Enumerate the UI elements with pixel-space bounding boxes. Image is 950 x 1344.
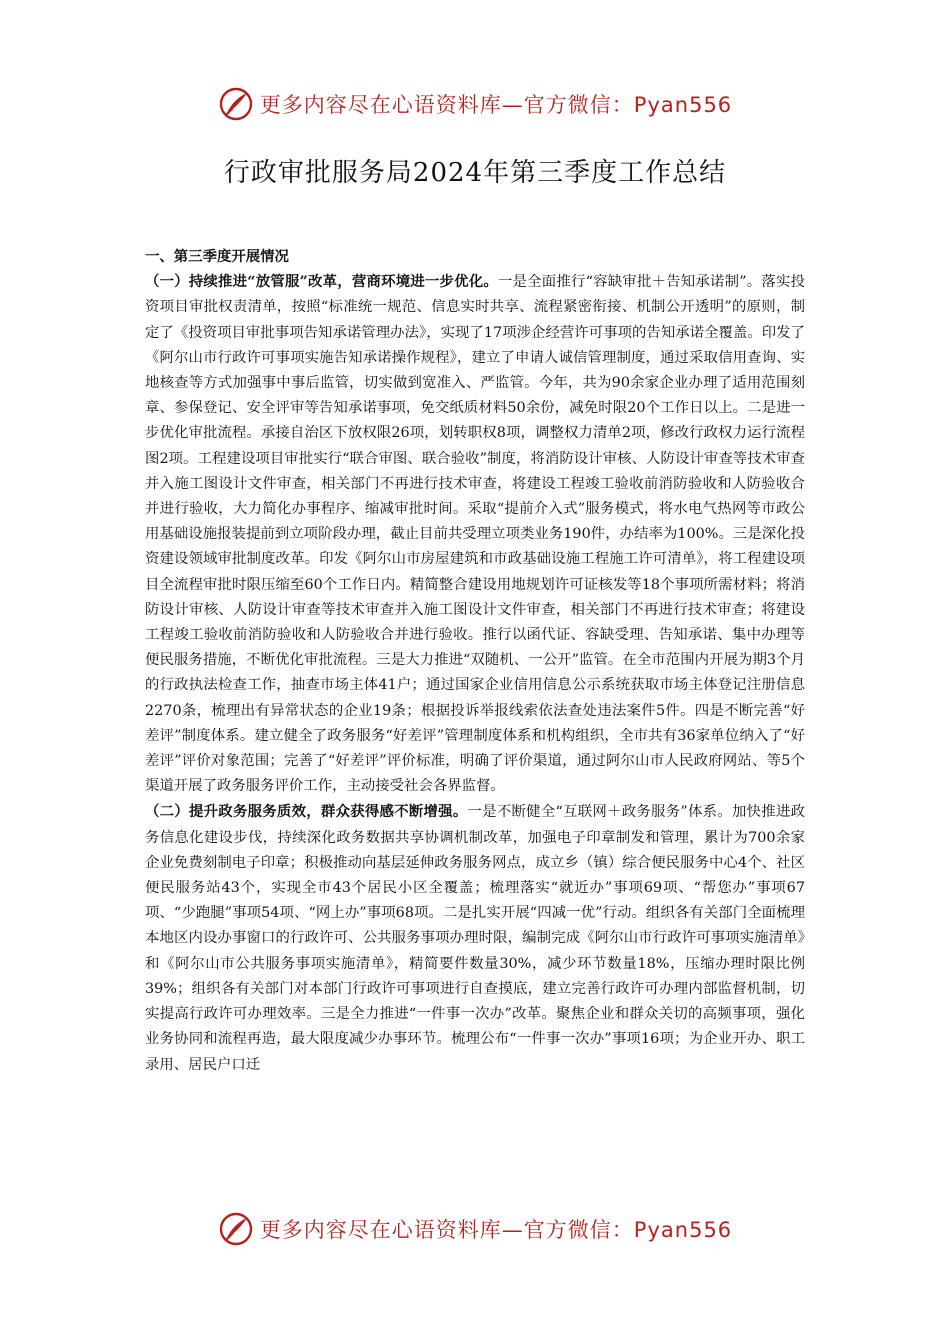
document-title: 行政审批服务局2024年第三季度工作总结 [223, 158, 727, 188]
document-body [145, 244, 805, 1078]
watermark-text: 更多内容尽在心语资料库—官方微信：Pyan556 [259, 93, 733, 117]
paragraph-1 [145, 269, 805, 799]
paragraph-2-lead: （二）提升政务服务质效，群众获得感不断增强。 [145, 803, 468, 821]
paragraph-1-lead: （一）持续推进“放管服”改革，营商环境进一步优化。 [145, 273, 498, 291]
paragraph-2 [145, 799, 805, 1077]
paragraph-1-body: 一是全面推行“容缺审批＋告知承诺制”。落实投资项目审批权责清单，按照“标准统一规范、信息实时共享、流程紧密衔接、机制公开透明”的原则，制定了《投资项目审批事项告知承诺管理办法》，实现了17项涉企经营许可事项的告知承诺全覆盖。印发了《阿尔山市行政许可事项实施告知承诺操作规程》，建立了申请人诚信管理制度，通过采取信用查询、实地核查等方式加强事中事后监管，切实做到宽准入、严监管。今年，共为90余家企业办理了适用范围刻章、参保登记、安全评审等告知承诺事项，免交纸质材料50余份，减免时限20个工作日以上。二是进一步优化审批流程。承接自治区下放权限26项，划转职权8项，调整权力清单2项，修改行政权力运行流程图2项。工程建设项目审批实行“联合审图、联合验收”制度，将消防设计审核、人防设计审查等技术审查并入施工图设计文件审查，相关部门不再进行技术审查，将建设工程竣工验收前消防验收和人防验收合并进行验收，大力简化办事程序、缩减审批时间。采取“提前介入式”服务模式，将水电气热网等市政公用基础设施报装提前到立项阶段办理，截止目前共受理立项类业务190件，办结率为100%。三是深化投资建设领域审批制度改革。印发《阿尔山市房屋建筑和市政基础设施工程施工许可清单》，将工程建设项目全流程审批时限压缩至60个工作日内。精简整合建设用地规划许可证核发等18个事项所需材料；将消防设计审核、人防设计审查等技术审查并入施工图设计文件审查，相关部门不再进行技术审查；将建设工程竣工验收前消防验收和人防验收合并进行验收。推行以函代证、容缺受理、告知承诺、集中办理等便民服务措施，不断优化审批流程。三是大力推进“双随机、一公开”监管。在全市范围内开展为期3个月的行政执法检查工作，抽查市场主体41户；通过国家企业信用信息公示系统获取市场主体登记注册信息2270条，梳理出有异常状态的企业19条；根据投诉举报线索依法查处违法案件5件。四是不断完善“好差评”制度体系。建立健全了政务服务“好差评”管理制度体系和机构组织，全市共有36家单位纳入了“好差评”评价对象范围；完善了“好差评”评价标准，明确了评价渠道，通过阿尔山市人民政府网站、等5个渠道开展了政务服务评价工作，主动接受社会各界监督。 [145, 274, 805, 795]
feather-logo-icon [218, 1211, 254, 1247]
feather-logo-icon [218, 86, 254, 122]
watermark-text: 更多内容尽在心语资料库—官方微信：Pyan556 [259, 1218, 733, 1242]
paragraph-2-body: 一是不断健全“互联网＋政务服务”体系。加快推进政务信息化建设步伐，持续深化政务数据共享协调机制改革，加强电子印章制发和管理，累计为700余家企业免费刻制电子印章；积极推动向基层延伸政务服务网点，成立乡（镇）综合便民服务中心4个、社区便民服务站43个，实现全市43个居民小区全覆盖；梳理落实“就近办”事项69项、“帮您办”事项67项、“少跑腿”事项54项、“网上办”事项68项。二是扎实开展“四减一优”行动。组织各有关部门全面梳理本地区内设办事窗口的行政许可、公共服务事项办理时限，编制完成《阿尔山市行政许可事项实施清单》和《阿尔山市公共服务事项实施清单》，精简要件数量30%，减少环节数量18%，压缩办理时限比例39%；组织各有关部门对本部门行政许可事项进行自查摸底，建立完善行政许可办理内部监督机制，切实提高行政许可办理效率。三是全力推进“一件事一次办”改革。聚焦企业和群众关切的高频事项，强化业务协同和流程再造，最大限度减少办事环节。梳理公布“一件事一次办”事项16项；为企业开办、职工录用、居民户口迁 [145, 804, 805, 1073]
section-heading: 一、第三季度开展情况 [145, 248, 289, 265]
watermark-footer [0, 1209, 950, 1249]
watermark-header [0, 84, 950, 124]
